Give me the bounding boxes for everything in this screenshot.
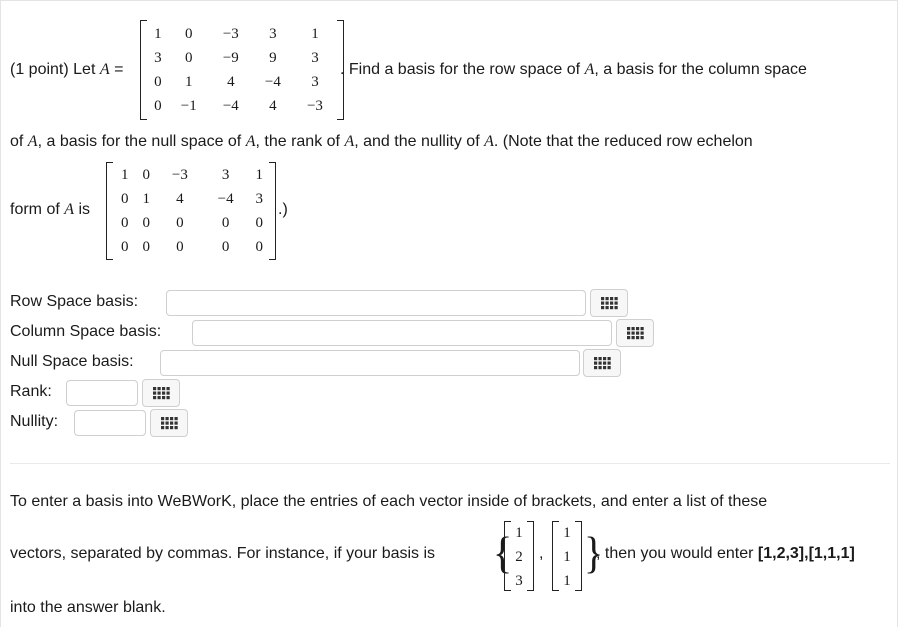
var-A: A [64,201,75,218]
var-A: A [584,61,595,78]
keypad-button[interactable] [583,349,621,377]
keypad-grid-icon [627,327,645,341]
text-nullity: , and the nullity of [354,133,480,150]
matrix-a-cell: −3 [222,26,239,42]
keypad-button[interactable] [590,289,628,317]
rref-cell: 0 [142,167,150,183]
row-space-label: Row Space basis: [10,293,139,310]
rref-cell: 0 [176,239,184,255]
var-A: A [344,133,355,150]
problem-line3 [10,201,90,219]
vector-entry: 1 [563,549,571,565]
instructions-line2b [596,545,855,563]
problem-line2 [10,133,753,151]
rref-cell: −4 [217,191,234,207]
matrix-a-cell: −3 [306,98,323,114]
keypad-button[interactable] [616,319,654,347]
rref-cell: 0 [120,239,129,255]
rref-cell: 0 [176,215,184,231]
matrix-a-cell: 1 [185,74,193,90]
matrix-a-cell: −4 [264,74,281,90]
matrix-a-cell: 0 [154,74,162,90]
matrix-a-cell: 0 [154,98,162,114]
close-note: .) [278,201,288,218]
text-rank: , the rank of [255,133,340,150]
left-brace: { [493,527,513,578]
right-brace: } [584,527,604,578]
text-of: of [10,133,24,150]
rref-cell: 0 [120,215,129,231]
matrix-a-cell: 1 [311,26,319,42]
rref-cell: 0 [142,215,150,231]
matrix-a [140,20,344,120]
instructions-line2a: vectors, separated by commas. For instance, if your basis is [10,545,436,562]
var-A: A [27,133,38,150]
matrix-a-cell: 3 [311,50,319,66]
var-A: A [99,61,110,78]
matrix-a-cell: 4 [227,74,235,90]
matrix-a-cell: 1 [154,26,162,42]
rref-cell: 1 [120,167,129,183]
text-is: is [78,201,91,218]
matrix-a-cell: −9 [222,50,239,66]
null-space-input[interactable] [160,350,580,376]
text-then-enter: , then you would enter [596,545,754,562]
text-null-space: , a basis for the null space of [37,133,242,150]
rref-cell: 0 [142,239,150,255]
equals-sign: = [109,61,124,78]
matrix-a-cell: 3 [311,74,319,90]
rref-cell: 0 [255,239,263,255]
row-space-input[interactable] [166,290,586,316]
rref-cell: 1 [255,167,263,183]
instructions-line1: To enter a basis into WeBWorK, place the entries of each vector inside of brackets, and enter a list of these [10,493,768,510]
text-note: . (Note that the reduced row echelon [493,133,753,150]
keypad-grid-icon [601,297,619,311]
matrix-a-cell: 4 [269,98,277,114]
keypad-button[interactable] [142,379,180,407]
var-A: A [245,133,256,150]
rref-cell: 3 [255,191,263,207]
column-space-input[interactable] [192,320,612,346]
rank-input[interactable] [66,380,138,406]
rref-cell: 0 [221,239,230,255]
keypad-grid-icon [161,417,179,431]
nullity-input[interactable] [74,410,146,436]
matrix-a-cell: −4 [222,98,239,114]
null-space-label: Null Space basis: [10,353,134,370]
matrix-a-cell: 3 [269,26,277,42]
nullity-label: Nullity: [10,413,59,430]
rref-cell: 0 [255,215,263,231]
problem-intro [10,61,123,79]
problem-line1-rest [340,61,807,79]
example-entry: [1,2,3],[1,1,1] [757,545,855,562]
matrix-a-cell: 0 [185,26,193,42]
section-divider [10,463,890,464]
matrix-rref [106,162,276,260]
text-form-of: form of [10,201,60,218]
point-label: (1 point) Let [10,61,96,78]
rank-label: Rank: [10,383,52,400]
matrix-a-cell: 3 [154,50,162,66]
rref-cell: 0 [221,215,230,231]
matrix-a-cell: 0 [185,50,193,66]
text-row-space: . Find a basis for the row space of [340,61,581,78]
matrix-a-cell: 9 [269,50,277,66]
keypad-button[interactable] [150,409,188,437]
vector-entry: 2 [515,549,523,565]
keypad-grid-icon [153,387,171,401]
vector-entry: 1 [563,573,571,589]
vector-entry: 3 [515,573,523,589]
rref-cell: −3 [171,167,188,183]
vector-entry: 1 [563,525,571,541]
example-vector-1 [504,521,534,591]
column-space-label: Column Space basis: [10,323,162,340]
rref-cell: 0 [120,191,129,207]
text-column-space: , a basis for the column space [594,61,807,78]
vector-separator: , [539,545,544,562]
keypad-grid-icon [594,357,612,371]
example-vector-2 [552,521,582,591]
matrix-a-cell: −1 [180,98,197,114]
var-A: A [484,133,494,150]
rref-cell: 1 [142,191,150,207]
vector-entry: 1 [515,525,523,541]
rref-cell: 3 [221,167,230,183]
rref-cell: 4 [176,191,184,207]
instructions-line3: into the answer blank. [10,599,166,616]
